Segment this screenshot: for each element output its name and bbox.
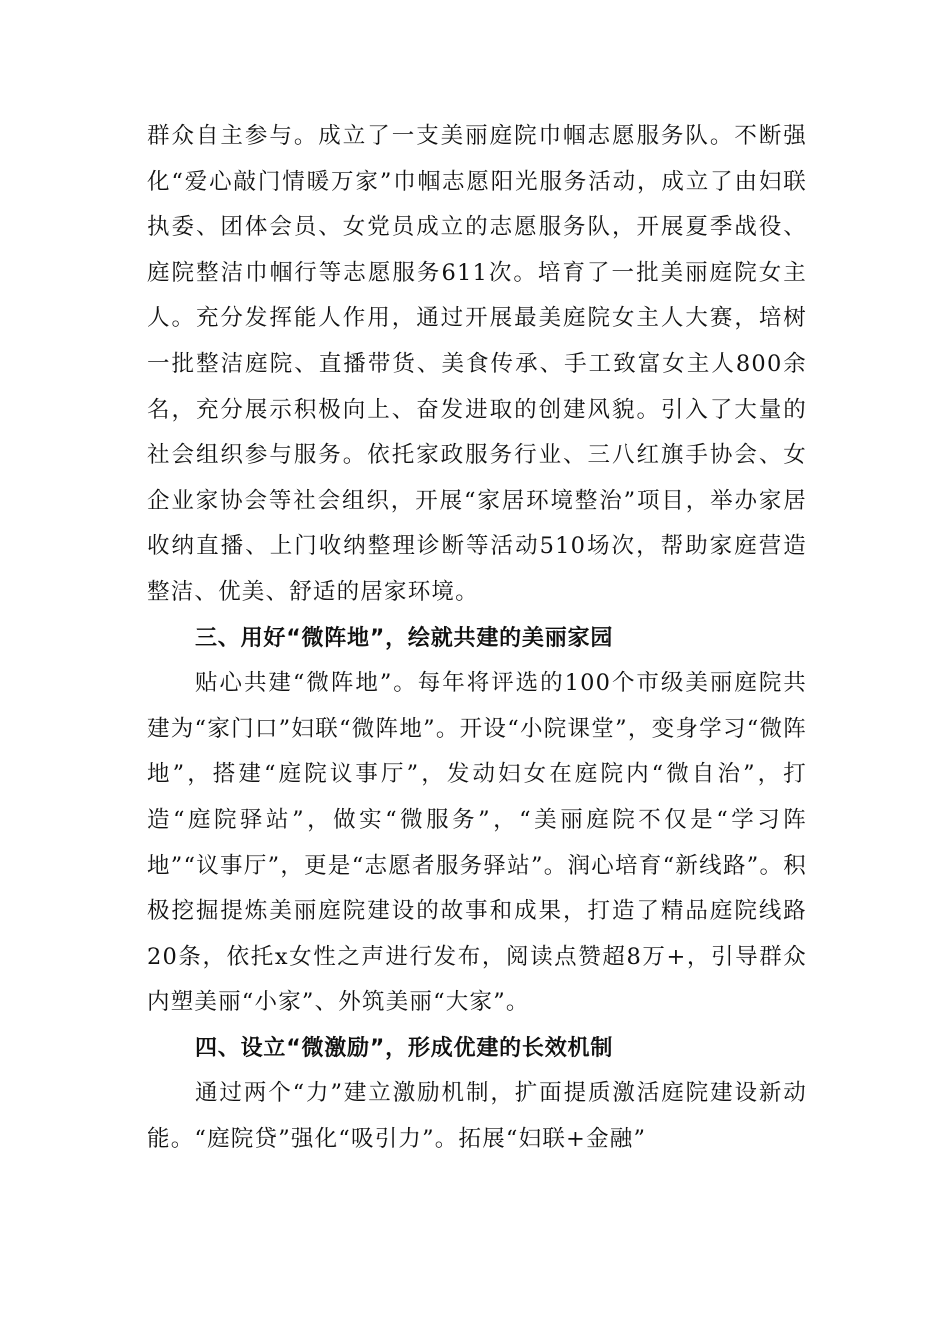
body-paragraph: 贴心共建“微阵地”。每年将评选的100个市级美丽庭院共建为“家门口”妇联“微阵地”。开设“小院课堂”，变身学习“微阵地”，搭建“庭院议事厅”，发动妇女在庭院内“微自治”，打造“庭院驿站”，做实“微服务”，“美丽庭院不仅是“学习阵地”“议事厅”，更是“志愿者服务驿站”。润心培育“新线路”。积极挖掘提炼美丽庭院建设的故事和成果，打造了精品庭院线路20条，依托x女性之声进行发布，阅读点赞超8万+，引导群众内塑美丽“小家”、外筑美丽“大家”。 [147,670,807,1016]
body-paragraph: 群众自主参与。成立了一支美丽庭院巾帼志愿服务队。不断强化“爱心敲门情暖万家”巾帼志愿阳光服务活动，成立了由妇联执委、团体会员、女党员成立的志愿服务队，开展夏季战役、庭院整洁巾帼行等志愿服务611次。培育了一批美丽庭院女主人。充分发挥能人作用，通过开展最美庭院女主人大赛，培树一批整洁庭院、直播带货、美食传承、手工致富女主人800余名，充分展示积极向上、奋发进取的创建风貌。引入了大量的社会组织参与服务。依托家政服务行业、三八红旗手协会、女企业家协会等社会组织，开展“家居环境整治”项目，举办家居收纳直播、上门收纳整理诊断等活动510场次，帮助家庭营造整洁、优美、舒适的居家环境。 [147,123,807,605]
document-body [147,114,807,1163]
body-paragraph: 通过两个“力”建立激励机制，扩面提质激活庭院建设新动能。“庭院贷”强化“吸引力”。拓展“妇联+金融” [147,1080,807,1153]
section-heading: 三、用好“微阵地”，绘就共建的美丽家园 [195,625,614,651]
section-heading: 四、设立“微激励”，形成优建的长效机制 [195,1035,614,1061]
